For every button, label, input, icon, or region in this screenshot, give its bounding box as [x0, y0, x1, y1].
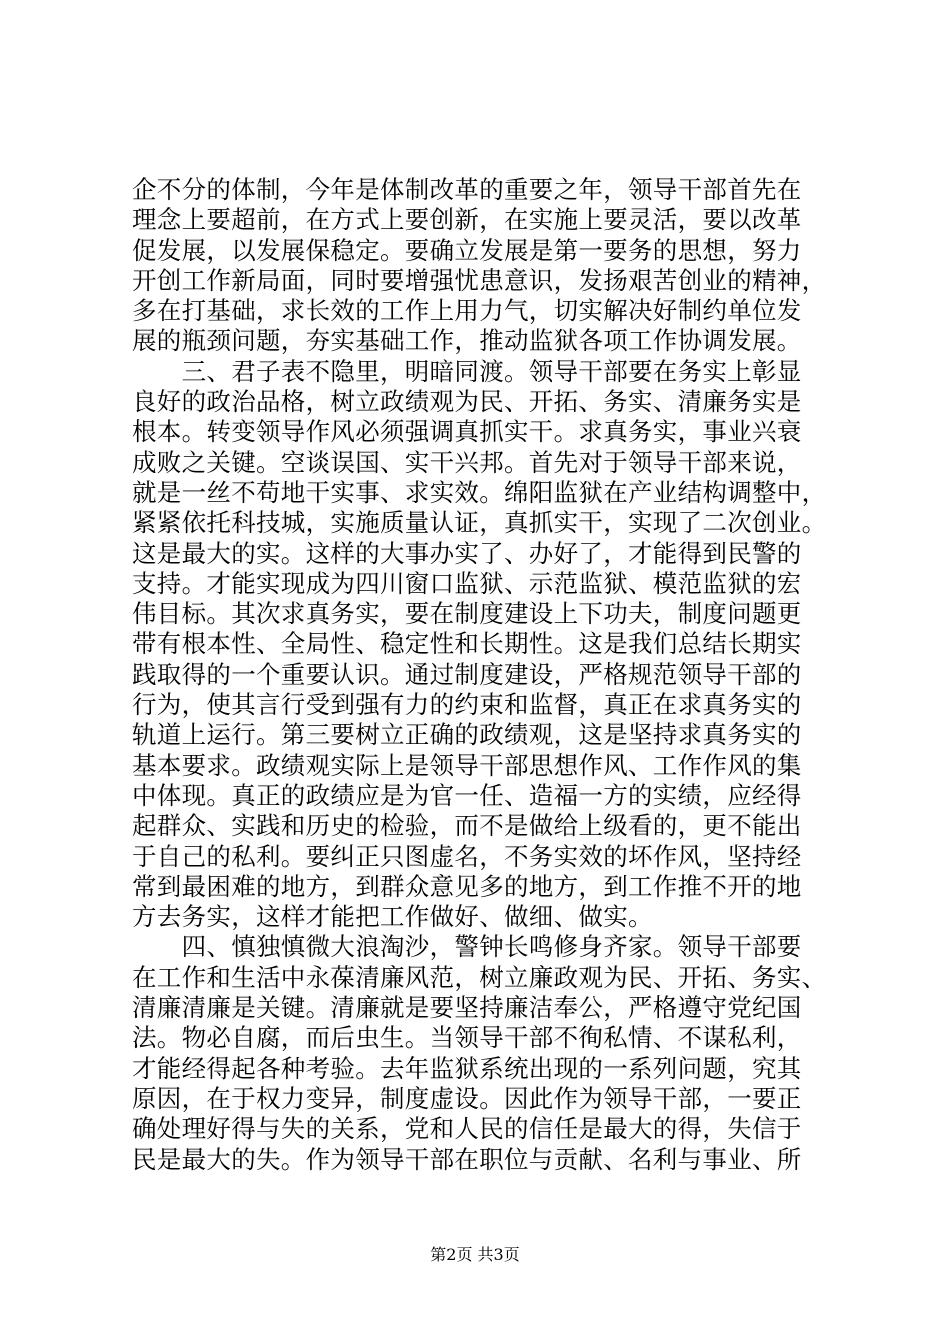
body-text: [132, 175, 832, 1175]
text-line: 开创工作新局面，同时要增强忧患意识，发扬艰苦创业的精神，: [132, 265, 827, 295]
text-line: 成败之关键。空谈误国、实干兴邦。首先对于领导干部来说，: [132, 447, 802, 477]
text-line: 中体现。真正的政绩应是为官一任、造福一方的实绩，应经得: [132, 780, 802, 810]
page-footer: 第2页 共3页: [430, 1245, 520, 1264]
text-line: 确处理好得与失的关系，党和人民的信任是最大的得，失信于: [132, 1114, 802, 1144]
text-line: 支持。才能实现成为四川窗口监狱、示范监狱、模范监狱的宏: [132, 568, 802, 598]
text-line: 促发展，以发展保稳定。要确立发展是第一要务的思想，努力: [132, 235, 802, 265]
text-line: 这是最大的实。这样的大事办实了、办好了，才能得到民警的: [132, 538, 802, 568]
text-line: 行为，使其言行受到强有力的约束和监督，真正在求真务实的: [132, 690, 802, 720]
text-line: 在工作和生活中永葆清廉风范，树立廉政观为民、开拓、务实、: [132, 962, 827, 992]
text-line: 常到最困难的地方，到群众意见多的地方，到工作推不开的地: [132, 871, 802, 901]
text-line: 紧紧依托科技城，实施质量认证，真抓实干，实现了二次创业。: [132, 508, 827, 538]
text-line: 带有根本性、全局性、稳定性和长期性。这是我们总结长期实: [132, 629, 802, 659]
text-line: 根本。转变领导作风必须强调真抓实干。求真务实，事业兴衰: [132, 417, 802, 447]
text-line: 基本要求。政绩观实际上是领导干部思想作风、工作作风的集: [132, 750, 802, 780]
text-line: 起群众、实践和历史的检验，而不是做给上级看的，更不能出: [132, 811, 802, 841]
text-line: 展的瓶颈问题，夯实基础工作，推动监狱各项工作协调发展。: [132, 326, 802, 356]
text-line: 于自己的私利。要纠正只图虚名，不务实效的坏作风，坚持经: [132, 841, 802, 871]
text-line: 多在打基础，求长效的工作上用力气，切实解决好制约单位发: [132, 296, 802, 326]
text-line: 伟目标。其次求真务实，要在制度建设上下功夫，制度问题更: [132, 599, 802, 629]
text-line: 方去务实，这样才能把工作做好、做细、做实。: [132, 902, 653, 932]
text-line: 企不分的体制，今年是体制改革的重要之年，领导干部首先在: [132, 175, 802, 204]
text-line: 三、君子表不隐里，明暗同渡。领导干部要在务实上彰显: [132, 356, 802, 386]
text-line: 良好的政治品格，树立政绩观为民、开拓、务实、清廉务实是: [132, 387, 802, 417]
text-line: 清廉清廉是关键。清廉就是要坚持廉洁奉公，严格遵守党纪国: [132, 993, 802, 1023]
text-line: 轨道上运行。第三要树立正确的政绩观，这是坚持求真务实的: [132, 720, 802, 750]
text-line: 原因，在于权力变异，制度虚设。因此作为领导干部，一要正: [132, 1083, 802, 1113]
text-line: 践取得的一个重要认识。通过制度建设，严格规范领导干部的: [132, 659, 802, 689]
text-line: 理念上要超前，在方式上要创新，在实施上要灵活，要以改革: [132, 205, 802, 235]
text-line: 法。物必自腐，而后虫生。当领导干部不徇私情、不谋私利，: [132, 1023, 802, 1053]
text-line: 民是最大的失。作为领导干部在职位与贡献、名利与事业、所: [132, 1144, 802, 1174]
text-line: 四、慎独慎微大浪淘沙，警钟长鸣修身齐家。领导干部要: [132, 932, 802, 962]
text-line: 才能经得起各种考验。去年监狱系统出现的一系列问题，究其: [132, 1053, 802, 1083]
text-line: 就是一丝不苟地干实事、求实效。绵阳监狱在产业结构调整中，: [132, 477, 827, 507]
